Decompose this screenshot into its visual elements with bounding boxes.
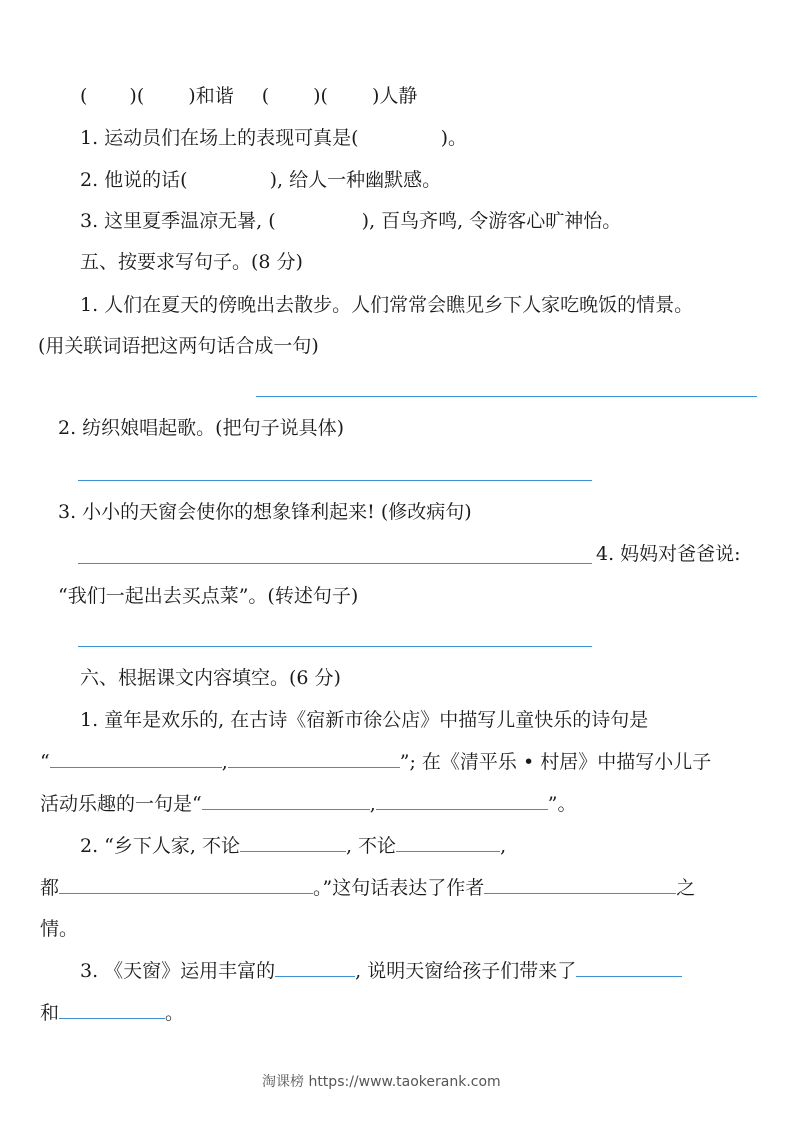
s5-answer-line-2[interactable] <box>78 480 592 481</box>
footer-watermark: 淘课榜 https://www.taokerank.com <box>262 1074 501 1090</box>
paren-close: ) <box>188 85 196 107</box>
s5-answer-line-1[interactable] <box>256 396 757 397</box>
s5-question-4-part1: 4. 妈妈对爸爸说: <box>596 543 741 565</box>
s6-question-2-line1: 2. “乡下人家, 不论 , 不论 , <box>80 835 507 857</box>
s6-q1-blank-2[interactable] <box>228 749 400 768</box>
paren-open: ( <box>136 85 145 107</box>
s6-question-2-line3: 情。 <box>40 918 79 940</box>
s6-q2-blank-4[interactable] <box>484 875 676 894</box>
s6-question-3-line1: 3. 《天窗》运用丰富的 , 说明天窗给孩子们带来了 <box>80 958 682 983</box>
s6-q1-blank-4[interactable] <box>376 791 548 810</box>
s5-question-4-part2: “我们一起出去买点菜”。(转述句子) <box>58 585 359 607</box>
s4-question-2: 2. 他说的话( ), 给人一种幽默感。 <box>80 169 442 191</box>
s4-question-3: 3. 这里夏季温凉无暑, ( ), 百鸟齐鸣, 令游客心旷神怡。 <box>80 210 622 232</box>
s5-question-1-line2: (用关联词语把这两句话合成一句) <box>38 335 319 357</box>
word-hexie: 和谐 <box>195 85 234 107</box>
paren-close: ) <box>371 85 380 107</box>
word-blanks-line <box>80 84 417 108</box>
s6-q3-blank-3[interactable] <box>59 1000 165 1019</box>
s6-question-1-line3: 活动乐趣的一句是“ , ”。 <box>40 793 577 815</box>
paren-close: ) <box>129 85 137 107</box>
s5-question-3: 3. 小小的天窗会使你的想象锋利起来! (修改病句) <box>58 501 472 523</box>
paren-open: ( <box>80 85 88 107</box>
s6-q3-blank-1[interactable] <box>275 958 355 977</box>
s6-q3-blank-2[interactable] <box>576 958 682 977</box>
s6-title: 六、根据课文内容填空。(6 分) <box>80 667 341 689</box>
s5-title: 五、按要求写句子。(8 分) <box>80 251 303 273</box>
s6-question-1-line1: 1. 童年是欢乐的, 在古诗《宿新市徐公店》中描写儿童快乐的诗句是 <box>80 709 649 731</box>
s5-question-1-line1: 1. 人们在夏天的傍晚出去散步。人们常常会瞧见乡下人家吃晚饭的情景。 <box>80 294 694 316</box>
paren-close: ) <box>313 85 321 107</box>
paren-open: ( <box>261 85 270 107</box>
s6-q1-blank-3[interactable] <box>202 791 370 810</box>
s5-answer-line-4[interactable] <box>78 646 592 647</box>
s5-answer-line-3[interactable] <box>78 563 592 564</box>
s4-question-1: 1. 运动员们在场上的表现可真是( )。 <box>80 127 468 149</box>
s6-question-2-line2: 都 。”这句话表达了作者 之 <box>40 877 696 899</box>
s6-q2-blank-1[interactable] <box>240 833 346 852</box>
s6-question-1-line2: “ , ”; 在《清平乐 • 村居》中描写小儿子 <box>40 751 712 773</box>
s6-q2-blank-2[interactable] <box>396 833 500 852</box>
paren-open: ( <box>320 85 328 107</box>
s6-q1-blank-1[interactable] <box>50 749 222 768</box>
s5-question-2: 2. 纺织娘唱起歌。(把句子说具体) <box>58 417 344 439</box>
s6-q2-blank-3[interactable] <box>59 875 313 894</box>
s6-question-3-line2: 和 。 <box>40 1002 185 1024</box>
word-renjing: 人静 <box>379 85 418 107</box>
